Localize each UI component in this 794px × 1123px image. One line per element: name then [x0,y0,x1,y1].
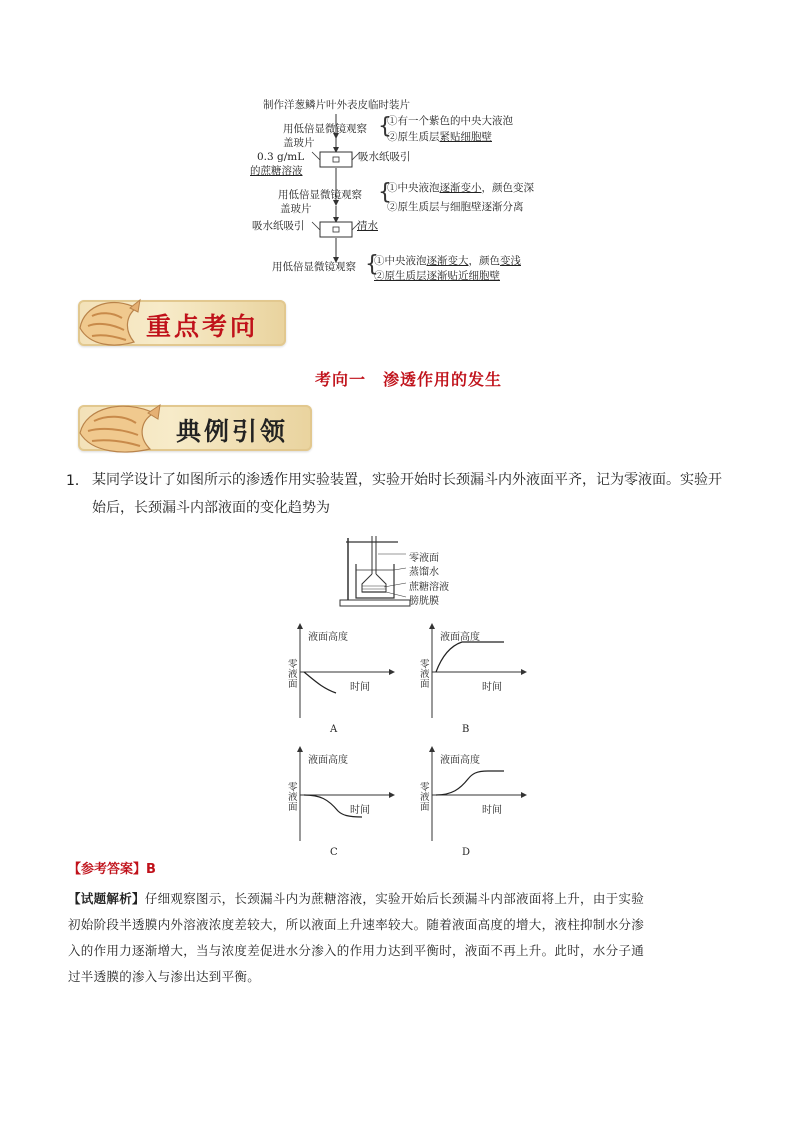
answer-label: 【参考答案】 [68,862,147,877]
banner-key-topics [78,300,286,346]
graph-option-label: B [462,724,470,735]
question-number: 1． [66,473,89,489]
graph-zero-label: 面 [420,802,430,813]
graph-x-label: 时间 [350,682,370,693]
graph-zero-label: 零 [288,782,298,793]
graph-x-label: 时间 [350,805,370,816]
graph-zero-label: 面 [288,802,298,813]
answer-value: B [146,862,156,877]
flow-obs2-b: ②原生质层与细胞壁逐渐分离 [387,201,524,213]
flow-obs1-b: ②原生质层紧贴细胞壁 [387,131,492,143]
graph-zero-label: 液 [288,669,298,680]
graph-y-label: 液面高度 [440,632,480,643]
flow-cover2: 盖玻片 [280,203,312,215]
flow-step1: 制作洋葱鳞片叶外表皮临时装片 [263,99,410,111]
graph-zero-label: 液 [420,669,430,680]
flow-obs3: 用低倍显微镜观察 [272,261,356,273]
graph-y-label: 液面高度 [308,632,348,643]
question-line-1: 某同学设计了如图所示的渗透作用实验装置，实验开始时长颈漏斗内外液面平齐，记为零液面。实验开 [92,472,722,488]
brace-icon: { [378,180,392,205]
graph-option-label: C [330,847,338,858]
analysis-label: 【试题解析】 [68,891,145,906]
graph-option-label: A [330,724,338,735]
conch-shell-icon [74,294,144,352]
flow-obs2-a: ①中央液泡逐渐变小，颜色变深 [387,182,534,194]
flow-obs3-a: ①中央液泡逐渐变大，颜色变浅 [374,255,521,267]
graph-zero-label: 零 [288,659,298,670]
graph-x-label: 时间 [482,805,502,816]
analysis-line-4: 过半透膜的渗入与渗出达到平衡。 [68,969,261,984]
analysis-line-2: 初始阶段半透膜内外溶液浓度差较大，所以液面上升速率较大。随着液面高度的增大，液柱抑制水分渗 [68,917,645,932]
apparatus-label-distilled-water: 蒸馏水 [409,567,439,578]
flow-water: 清水 [357,220,378,232]
flow-absorb1: 吸水纸吸引 [358,151,411,163]
flow-obs3-b: ②原生质层逐渐贴近细胞壁 [374,270,500,282]
flow-obs1: 用低倍显微镜观察 [283,123,367,135]
brace-icon: { [378,114,392,139]
apparatus-label-membrane: 膀胱膜 [409,596,439,607]
graph-zero-label: 面 [420,679,430,690]
graph-zero-label: 面 [288,679,298,690]
apparatus-label-zero-level: 零液面 [409,553,439,564]
graph-zero-label: 液 [288,792,298,803]
flow-obs2: 用低倍显微镜观察 [278,189,362,201]
flow-obs1-a: ①有一个紫色的中央大液泡 [387,115,513,127]
question-line-2: 始后，长颈漏斗内部液面的变化趋势为 [92,500,330,516]
graph-zero-label: 零 [420,782,430,793]
flow-cover1: 盖玻片 [283,137,315,149]
banner-example [78,405,312,451]
flow-absorb2: 吸水纸吸引 [252,220,305,232]
analysis-line-3: 入的作用力逐渐增大，当与浓度差促进水分渗入的作用力达到平衡时，液面不再上升。此时，水分子通 [68,943,645,958]
graph-zero-label: 零 [420,659,430,670]
graph-y-label: 液面高度 [308,755,348,766]
apparatus-label-sucrose: 蔗糖溶液 [409,582,449,593]
flow-sucrose: 的蔗糖溶液 [250,165,303,177]
banner-title: 重点考向 [146,312,259,341]
conch-shell-icon [74,399,164,457]
graph-zero-label: 液 [420,792,430,803]
banner-title: 典例引领 [176,417,289,446]
answer-line [68,858,156,877]
graph-option-label: D [462,847,471,858]
brace-icon: { [365,252,379,277]
flow-conc: 0.3 g/mL [257,151,305,163]
graph-y-label: 液面高度 [440,755,480,766]
analysis-line-1: 【试题解析】仔细观察图示，长颈漏斗内为蔗糖溶液，实验开始后长颈漏斗内部液面将上升，由于实验 [68,891,645,906]
graph-x-label: 时间 [482,682,502,693]
section-title: 考向一 渗透作用的发生 [315,370,503,389]
